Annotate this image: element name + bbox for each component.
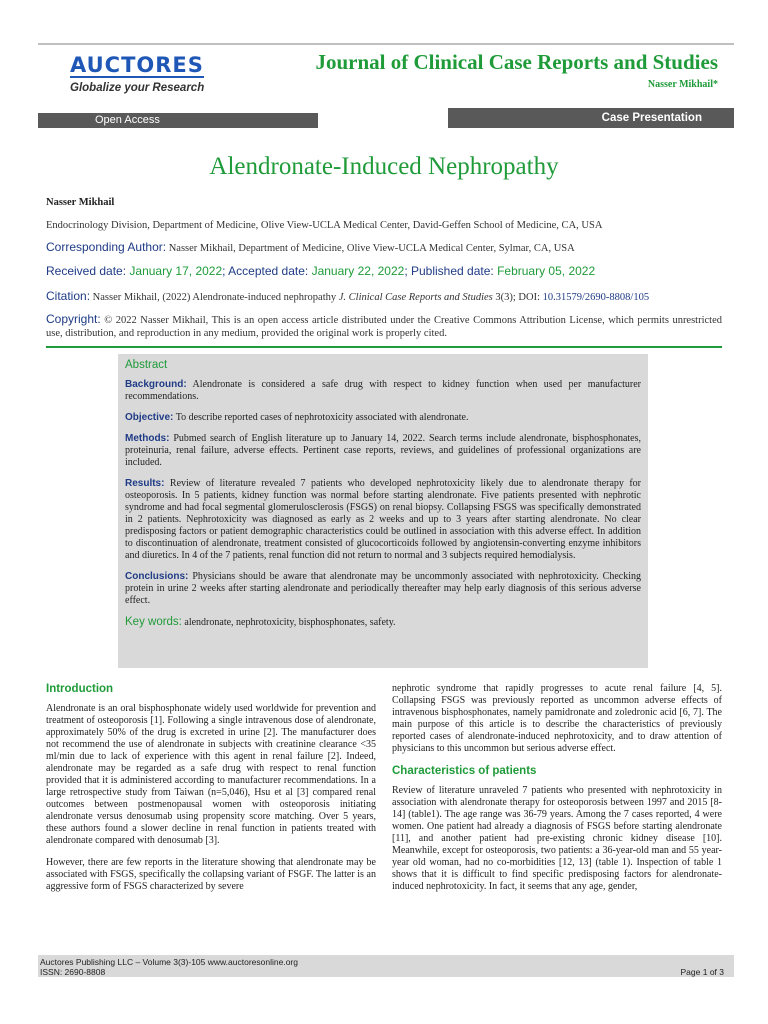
journal-title: Journal of Clinical Case Reports and Studies — [315, 50, 718, 74]
accepted-date: January 22, 2022 — [311, 264, 405, 278]
logo-tagline: Globalize your Research — [70, 82, 205, 94]
dates-line: Received date: January 17, 2022; Accepted date: January 22, 2022; Published date: February 05, 2022 — [46, 264, 596, 278]
page-number: Page 1 of 3 — [680, 967, 724, 977]
article-author: Nasser Mikhail — [46, 197, 115, 208]
received-label: Received date: — [46, 264, 127, 278]
background-text: Alendronate is considered a safe drug with respect to kidney function when used per manufacturer recommendations. — [125, 379, 641, 402]
published-date: February 05, 2022 — [497, 264, 596, 278]
abstract-conclusions — [125, 571, 641, 607]
objective-text: To describe reported cases of nephrotoxicity associated with alendronate. — [175, 412, 469, 423]
intro-paragraph-3: nephrotic syndrome that rapidly progresses to acute renal failure [4, 5]. Collapsing FSGS was previously reported as uncommon adverse effects of intravenous bisphosphonates, namely pamidronate and zoledronic acid [6, 7]. The main purpose of this article is to describe the characteristics of previously reported cases of alendronate-induced nephrotoxicity, and to draw attention of physicians to this uncommon but serious adverse effect. — [392, 683, 722, 754]
footer-issn: ISSN: 2690-8808 — [40, 967, 106, 977]
affiliation: Endocrinology Division, Department of Medicine, Olive View-UCLA Medical Center, David-Geffen School of Medicine, CA, USA — [46, 220, 603, 231]
header-author: Nasser Mikhail* — [647, 79, 718, 90]
citation — [46, 289, 649, 303]
section-divider — [46, 346, 722, 348]
results-label: Results: — [125, 478, 165, 489]
right-column — [392, 683, 722, 903]
abstract-objective — [125, 412, 641, 424]
copyright-text: © 2022 Nasser Mikhail, This is an open access article distributed under the Creative Commons Attribution License, which permits unrestricted use, distribution, and reproduction in any medium, provided the original work is properly cited. — [46, 315, 723, 339]
conclusions-label: Conclusions: — [125, 571, 189, 582]
header-rule — [38, 43, 734, 45]
citation-journal: J. Clinical Case Reports and Studies — [338, 292, 493, 303]
abstract-results — [125, 478, 641, 562]
characteristics-heading: Characteristics of patients — [392, 765, 537, 777]
copyright — [46, 313, 722, 340]
received-date: January 17, 2022 — [129, 264, 223, 278]
corresponding-author — [46, 240, 575, 254]
citation-text: Nasser Mikhail, (2022) Alendronate-induced nephropathy — [92, 292, 337, 303]
methods-label: Methods: — [125, 433, 170, 444]
footer-publisher: Auctores Publishing LLC – Volume 3(3)-105 www.auctoresonline.org — [40, 957, 298, 967]
article-type-bar — [448, 108, 734, 128]
doi-link[interactable]: 10.31579/2690-8808/105 — [542, 292, 650, 303]
published-label: Published date: — [411, 264, 494, 278]
abstract-box — [118, 354, 648, 668]
citation-label: Citation: — [46, 289, 91, 303]
corresponding-label: Corresponding Author: — [46, 240, 167, 254]
citation-rest: 3(3); DOI: — [495, 292, 541, 303]
abstract-methods — [125, 433, 641, 469]
accepted-label: Accepted date: — [228, 264, 309, 278]
left-column — [46, 683, 376, 903]
article-type-label: Case Presentation — [601, 112, 702, 124]
intro-paragraph-2: However, there are few reports in the literature showing that alendronate may be associated with FSGS, specifically the collapsing variant of FSGF. The latter is an aggressive form of FSGS characterized by severe — [46, 857, 376, 892]
page-footer — [38, 955, 734, 977]
abstract-heading: Abstract — [125, 359, 168, 371]
results-text: Review of literature revealed 7 patients who developed nephrotoxicity likely due to alendronate therapy for osteoporosis. In 5 patients, kidney function was normal before starting alendronate. Five patients presented with nephrotic syndrome and had focal segmental glomerulosclerosis (FSGS) on renal biopsy. Collapsing FSGS was specifically demonstrated in 2 patients. Nephrotoxicity was diagnosed as early as 2 weeks and up to 3 years after starting alendronate. No clear predisposing factors or patient demographic characteristics could be outlined in association with this adverse effect. In addition to discontinuation of alendronate, treatment consisted of glucocorticoids followed by angiotensin-converting enzyme inhibitors and diuretics. In 4 of the 7 patients, renal function did not return to normal and 3 subjects required hemodialysis. — [125, 478, 642, 561]
intro-paragraph-1: Alendronate is an oral bisphosphonate widely used worldwide for prevention and treatment of osteoporosis [1]. Following a single intravenous dose of alendronate, approximately 50% of the drug is excreted in urine [2]. The manufacturer does not recommend the use of alendronate in subjects with creatinine clearance <35 ml/min due to lack of experience with this agent in renal failure [2]. Indeed, alendronate may be regarded as a safe drug with respect to renal function provided that it is administered according to manufacturer recommendations. In a large retrospective study from Taiwan (n=5,046), Hsu et al [3] compared renal outcomes between postmenopausal women with osteoporosis initiating alendronate versus denosumab using propensity score matching. Over 5 years, these authors found a slower decline in renal function in patients treated with alendronate compared with denosumab [3]. — [46, 703, 376, 846]
methods-text: Pubmed search of English literature up to January 14, 2022. Search terms include alendronate, bisphosphonates, proteinuria, renal failure, adverse effects. Pertinent case reports, reviews, and guidelines of professional organizations are included. — [125, 433, 642, 468]
keywords-label: Key words: — [125, 616, 182, 628]
copyright-label: Copyright: — [46, 312, 101, 326]
conclusions-text: Physicians should be aware that alendronate may be uncommonly associated with nephrotoxicity. Checking protein in urine 2 weeks after starting alendronate and periodically thereafter may help early diagnosis of this serious adverse effect. — [125, 571, 642, 606]
introduction-heading: Introduction — [46, 683, 114, 695]
abstract-keywords — [125, 616, 641, 629]
corresponding-text: Nasser Mikhail, Department of Medicine, Olive View-UCLA Medical Center, Sylmar, CA, USA — [168, 243, 575, 254]
open-access-label: Open Access — [95, 114, 160, 126]
logo-name: AUCTORES — [70, 53, 204, 77]
background-label: Background: — [125, 379, 187, 390]
open-access-bar — [38, 113, 318, 128]
objective-label: Objective: — [125, 412, 174, 423]
publisher-logo[interactable] — [70, 54, 204, 94]
article-title: Alendronate-Induced Nephropathy — [209, 153, 559, 180]
characteristics-paragraph: Review of literature unraveled 7 patients who presented with nephrotoxicity in association with alendronate therapy for osteoporosis between 1997 and 2015 [8-14] (table1). The age range was 36-79 years. Among the 7 cases reported, 4 were women. One patient had already a diagnosis of FSGS before starting alendronate [11], and another patient had pre-existing chronic kidney disease [10]. Meanwhile, except for osteoporosis, two patients: a 36-year-old man and 55 year-year old woman, had no co-morbidities [12, 13] (table 1). Inspection of table 1 shows that it is difficult to find specific predisposing factors for alendronate-induced nephrotoxicity. In fact, it seems that any age, gender, — [392, 785, 722, 892]
keywords-text: alendronate, nephrotoxicity, bisphosphonates, safety. — [184, 617, 396, 628]
abstract-background — [125, 379, 641, 403]
